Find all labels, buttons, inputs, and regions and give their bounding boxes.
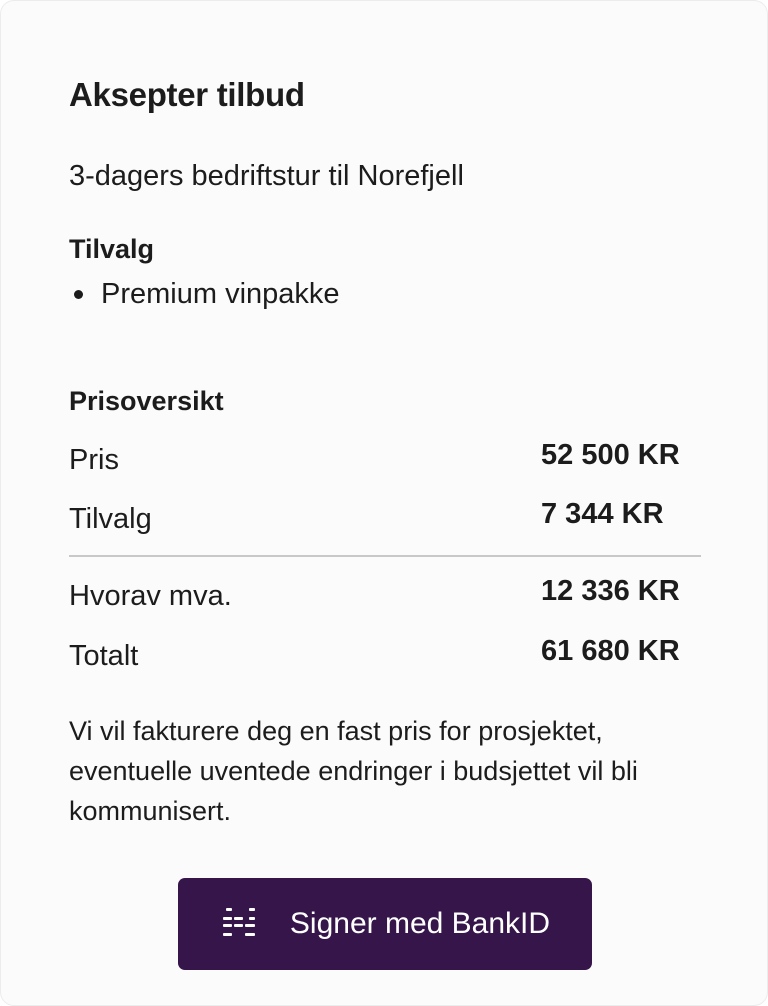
price-row-label: Totalt: [69, 640, 139, 672]
bullet-icon: [74, 290, 83, 299]
price-row-label: Pris: [69, 444, 119, 476]
price-row-value: 12 336 KR: [541, 575, 680, 607]
price-overview-heading: Prisoversikt: [69, 386, 224, 416]
offer-description: 3-dagers bedriftstur til Norefjell: [69, 160, 464, 192]
price-row-value: 61 680 KR: [541, 635, 680, 667]
billing-note: Vi vil fakturere deg en fast pris for prosjektet, eventuelle uventede endringer i budsjettet vil bli kommunisert.: [69, 716, 638, 826]
price-row-value: 7 344 KR: [541, 498, 664, 530]
price-row-label: Tilvalg: [69, 503, 152, 535]
bankid-icon: [220, 908, 266, 940]
addons-list: [69, 276, 340, 312]
addon-label: Premium vinpakke: [101, 278, 340, 310]
list-item: [69, 276, 340, 312]
addons-heading: Tilvalg: [69, 234, 155, 264]
price-divider: [69, 555, 701, 557]
price-row-label: Hvorav mva.: [69, 580, 232, 612]
sign-button-label: Signer med BankID: [289, 907, 551, 940]
page-title: Aksepter tilbud: [69, 76, 305, 113]
price-row-value: 52 500 KR: [541, 439, 680, 471]
sign-with-bankid-button[interactable]: [178, 878, 592, 970]
